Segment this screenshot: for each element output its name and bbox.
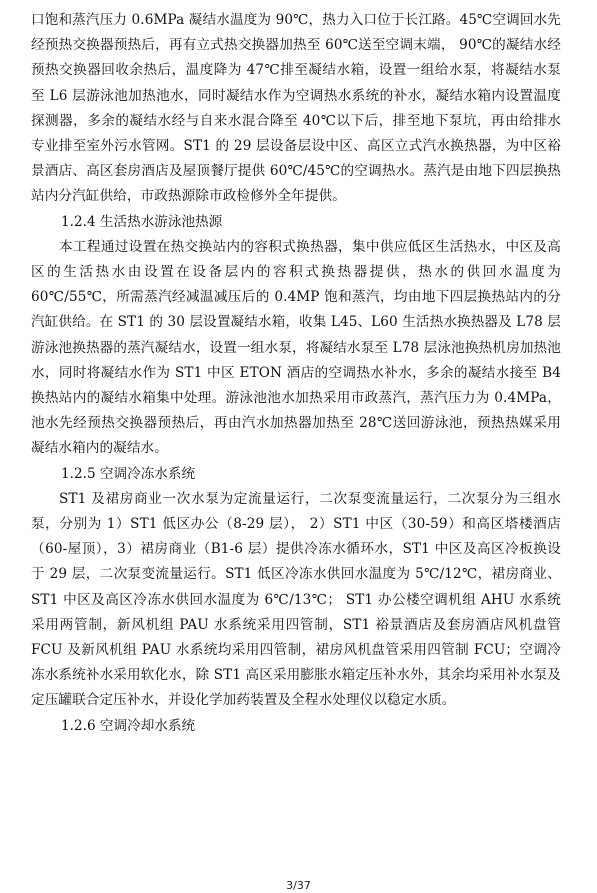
section-heading-1-2-5: 1.2.5 空调冷冻水系统 — [61, 465, 196, 482]
section-heading-1-2-6: 1.2.6 空调冷却水系统 — [61, 717, 196, 734]
document-body — [31, 8, 561, 739]
paragraph-heat-source-continuation: 口饱和蒸汽压力 0.6MPa 凝结水温度为 90℃，热力入口位于长江路。45℃空调回水先经预热交换器预热后，再有立式热交换器加热至 60℃送至空调末端， 90℃的凝结水经预热交换器回收余热后，温度降为 47℃排至凝结水箱，设置一组给水泵，将凝结水泵至 L6 层游泳池加热池水，同时凝结水作为空调热水系统的补水，凝结水箱内设置温度探测器，多余的凝结水经与自来水混合降至 40℃以下后，排至地下泵坑，再由给排水专业排至室外污水管网。ST1 的 29 层设备层设中区、高区立式汽水换热器，为中区裕景酒店、高区套房酒店及屋顶餐厅提供 60℃/45℃的空调热水。蒸汽是由地下四层换热站内分汽缸供给，市政热源除市政检修外全年提供。 — [31, 12, 561, 205]
paragraph-domestic-hot-water: 本工程通过设置在热交换站内的容积式换热器，集中供应低区生活热水，中区及高区的生活热水由设置在设备层内的容积式换热器提供，热水的供回水温度为 60℃/55℃，所需蒸汽经减温减压后的 0.4MP 饱和蒸汽，均由地下四层换热站内的分汽缸供给。在 ST1 的 30 层设置凝结水箱，收集 L45、L60 生活热水换热器及 L78 层游泳池换热器的蒸汽凝结水，设置一组水泵，将凝结水泵至 L78 层泳池换热机房加热池水，同时将凝结水作为 ST1 中区 ETON 酒店的空调热水补水，多余的凝结水接至 B4 换热站内的凝结水箱集中处理。游泳池池水加热采用市政蒸汽，蒸汽压力为 0.4MPa，池水先经预热交换器预热后，再由汽水加热器加热至 28℃送回游泳池，预热热媒采用凝结水箱内的凝结水。 — [31, 238, 561, 457]
paragraph-chilled-water-system: ST1 及裙房商业一次水泵为定流量运行，二次泵变流量运行，二次泵分为三组水泵，分别为 1）ST1 低区办公（8-29 层）， 2）ST1 中区（30-59）和高区塔楼酒店（60-屋顶），3）裙房商业（B1-6 层）提供冷冻水循环水，ST1 中区及高区冷板换设于 29 层，二次泵变流量运行。ST1 低区冷冻水供回水温度为 5℃/12℃，裙房商业、ST1 中区及高区冷冻水供回水温度为 6℃/13℃； ST1 办公楼空调机组 AHU 水系统采用两管制，新风机组 PAU 水系统采用四管制，ST1 裕景酒店及套房酒店风机盘管 FCU 及新风机组 PAU 水系统均采用四管制，裙房风机盘管采用四管制 FCU；空调冷冻水系统补水采用软化水，除 ST1 高区采用膨胀水箱定压补水外，其余均采用补水泵及定压罐联合定压补水，并设化学加药装置及全程水处理仪以稳定水质。 — [31, 490, 561, 709]
page-number: 3/37 — [286, 879, 311, 892]
section-heading-1-2-4: 1.2.4 生活热水游泳池热源 — [61, 213, 223, 230]
